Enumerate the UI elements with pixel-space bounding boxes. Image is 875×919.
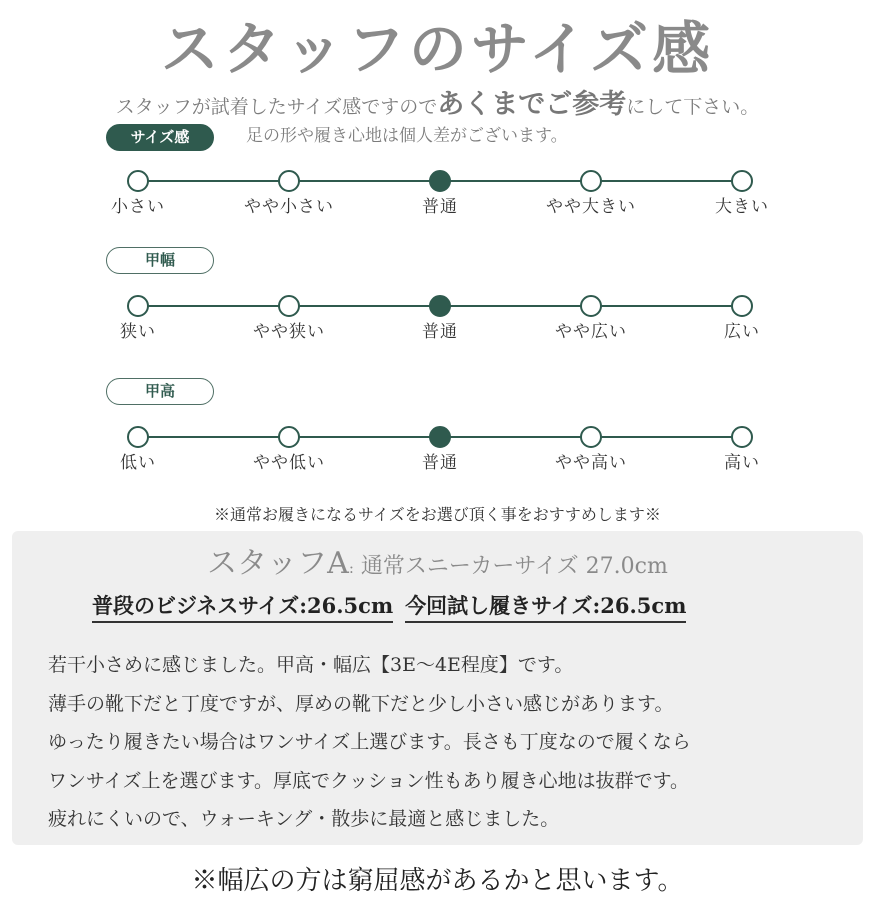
comment-line: ワンサイズ上を選びます。厚底でクッション性もあり履き心地は抜群です。: [48, 769, 690, 792]
scale-label: やや大きい: [546, 197, 636, 217]
staff-comments: [48, 646, 848, 839]
scale-label: やや小さい: [244, 197, 334, 217]
scale-dot: [127, 295, 149, 317]
scale-label: 普通: [422, 453, 458, 473]
intro-emphasis: あくまでご参考: [437, 89, 627, 120]
comment-line: 疲れにくいので、ウォーキング・散歩に最適と感じました。: [48, 808, 560, 830]
scale-label: 狭い: [120, 322, 156, 342]
scale-dot: [731, 295, 753, 317]
comment-line: 薄手の靴下だと丁度ですが、厚めの靴下だと少し小さい感じがあります。: [48, 692, 674, 715]
scale-dot: [580, 170, 602, 192]
scale-label: 普通: [422, 197, 458, 217]
page-title: スタッフのサイズ感: [160, 15, 715, 83]
intro-line-2: 足の形や履き心地は個人差がございます。: [246, 126, 568, 146]
scale-dot-selected: [429, 170, 451, 192]
scale-dot: [278, 295, 300, 317]
intro-line-1: [0, 82, 875, 121]
size-comparison: [92, 590, 686, 623]
scale-dot: [278, 170, 300, 192]
staff-separator: :: [348, 559, 354, 577]
scale-label: 低い: [120, 453, 156, 473]
scale-label: 高い: [724, 453, 760, 473]
scale-label: やや低い: [253, 453, 325, 473]
scale-label: やや広い: [555, 322, 627, 342]
scale-label: やや高い: [555, 453, 627, 473]
comment-line: ゆったり履きたい場合はワンサイズ上選びます。長さも丁度なので履くなら: [48, 731, 691, 753]
scale-label: 広い: [724, 322, 760, 342]
instep-width-pill: 甲幅: [106, 247, 214, 274]
scale-dot: [731, 170, 753, 192]
business-size: 普段のビジネスサイズ:26.5cm: [92, 590, 393, 623]
staff-normal-size: 通常スニーカーサイズ 27.0cm: [360, 554, 668, 579]
size-feel-pill: サイズ感: [106, 124, 214, 151]
size-feel-scale: [0, 170, 875, 230]
scale-label: やや狭い: [253, 322, 325, 342]
scale-dot: [278, 426, 300, 448]
scale-dot-selected: [429, 295, 451, 317]
instep-height-pill: 甲高: [106, 378, 214, 405]
intro-after: にして下さい。: [626, 96, 760, 118]
scale-label: 普通: [422, 322, 458, 342]
scale-dot-selected: [429, 426, 451, 448]
staff-heading: [0, 538, 875, 582]
scale-label: 大きい: [715, 197, 769, 217]
instep-height-scale: [0, 426, 875, 486]
instep-width-scale: [0, 295, 875, 355]
scale-dot: [127, 170, 149, 192]
scale-dot: [731, 426, 753, 448]
scale-label: 小さい: [111, 197, 165, 217]
footer-note: ※幅広の方は窮屈感があるかと思います。: [191, 866, 684, 896]
scale-dot: [127, 426, 149, 448]
comment-line: 若干小さめに感じました。甲高・幅広【3E～4E程度】です。: [48, 654, 574, 676]
tried-size: 今回試し履きサイズ:26.5cm: [405, 590, 686, 623]
recommendation-note: ※通常お履きになるサイズをお選び頂く事をおすすめします※: [214, 505, 661, 524]
scale-dot: [580, 295, 602, 317]
scale-dot: [580, 426, 602, 448]
intro-before: スタッフが試着したサイズ感ですので: [115, 96, 438, 118]
staff-name: スタッフA: [207, 546, 349, 581]
